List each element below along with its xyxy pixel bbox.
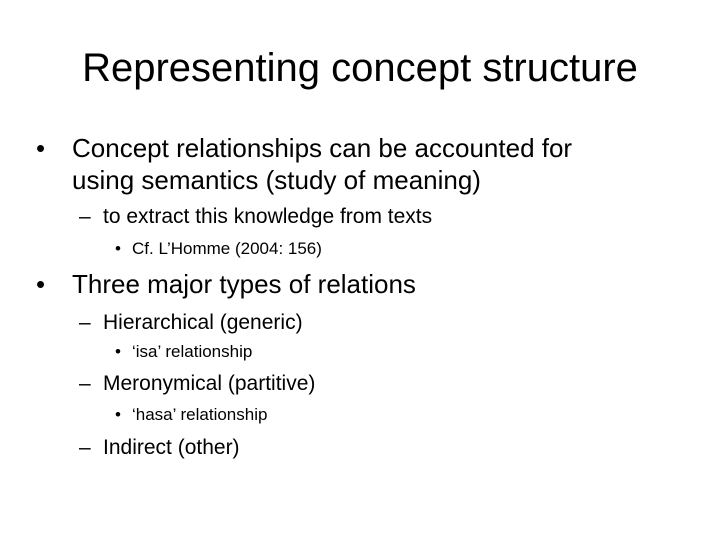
subsubbullet-citation [0,238,720,260]
subsubbullet-text: ‘isa’ relationship [132,342,253,361]
subbullet-hierarchical [0,310,720,336]
bullet-text-line-1: Concept relationships can be accounted for [72,133,573,163]
subbullet-indirect [0,435,720,461]
bullet-concept-relationships [0,132,720,196]
bullet-marker: • [115,239,121,258]
dash-marker: – [79,372,91,395]
bullet-marker: • [115,405,121,424]
bullet-text-line-2: using semantics (study of meaning) [72,165,481,195]
subbullet-text: Hierarchical (generic) [103,311,303,334]
subsubbullet-isa [0,341,720,363]
bullet-marker: • [36,133,46,163]
subsubbullet-hasa [0,404,720,426]
subsubbullet-text: Cf. L’Homme (2004: 156) [132,239,322,258]
subsubbullet-text: ‘hasa’ relationship [132,405,268,424]
slide-title: Representing concept structure [82,46,638,90]
dash-marker: – [79,436,91,459]
subbullet-extract-knowledge [0,204,720,230]
subbullet-text: Meronymical (partitive) [103,372,316,395]
bullet-text: Three major types of relations [72,269,416,299]
subbullet-text: Indirect (other) [103,436,240,459]
dash-marker: – [79,205,91,228]
bullet-marker: • [115,342,121,361]
subbullet-text: to extract this knowledge from texts [103,205,433,228]
bullet-three-major-types [0,268,720,300]
bullet-marker: • [36,269,46,299]
dash-marker: – [79,311,91,334]
subbullet-meronymical [0,371,720,397]
